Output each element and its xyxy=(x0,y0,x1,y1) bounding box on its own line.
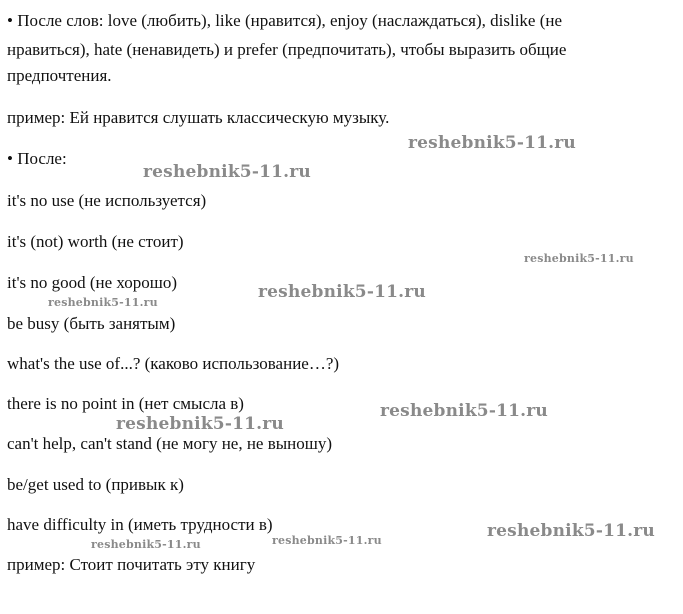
phrase-item: what's the use of...? (каково использование…?) xyxy=(7,354,340,373)
phrase-item: be busy (быть занятым) xyxy=(7,314,176,333)
intro-line-3: предпочтения. xyxy=(7,66,112,85)
watermark: reshebnik5-11.ru xyxy=(143,162,311,182)
example-sentence-2: пример: Стоит почитать эту книгу xyxy=(7,555,256,574)
watermark: reshebnik5-11.ru xyxy=(258,282,426,302)
phrase-item: it's no good (не хорошо) xyxy=(7,273,178,292)
intro-line-1: • После слов: love (любить), like (нравится), enjoy (наслаждаться), dislike (не xyxy=(7,11,563,30)
watermark: reshebnik5-11.ru xyxy=(408,133,576,153)
watermark: reshebnik5-11.ru xyxy=(116,414,284,434)
after-heading: • После: xyxy=(7,149,67,168)
phrase-item: there is no point in (нет смысла в) xyxy=(7,394,244,413)
phrase-item: be/get used to (привык к) xyxy=(7,475,184,494)
watermark: reshebnik5-11.ru xyxy=(48,296,158,309)
watermark: reshebnik5-11.ru xyxy=(380,401,548,421)
phrase-item: can't help, can't stand (не могу не, не выношу) xyxy=(7,434,333,453)
example-sentence-1: пример: Ей нравится слушать классическую музыку. xyxy=(7,108,390,127)
intro-line-2: нравиться), hate (ненавидеть) и prefer (предпочитать), чтобы выразить общие xyxy=(7,40,567,59)
phrase-item: it's no use (не используется) xyxy=(7,191,207,210)
phrase-item: have difficulty in (иметь трудности в) xyxy=(7,515,273,534)
watermark: reshebnik5-11.ru xyxy=(524,252,634,265)
watermark: reshebnik5-11.ru xyxy=(91,538,201,551)
watermark: reshebnik5-11.ru xyxy=(272,534,382,547)
phrase-item: it's (not) worth (не стоит) xyxy=(7,232,184,251)
watermark: reshebnik5-11.ru xyxy=(487,521,655,541)
